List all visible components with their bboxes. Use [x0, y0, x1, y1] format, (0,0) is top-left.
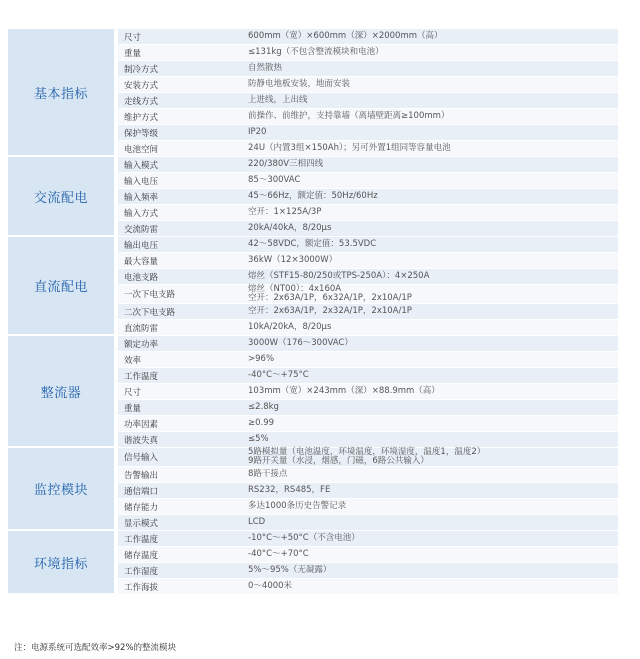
spec-label: 尺寸 [118, 384, 242, 400]
section-title: 直流配电 [8, 237, 114, 336]
spec-value [242, 205, 618, 221]
table-row [8, 336, 618, 352]
spec-value-line: 空开：1×125A/3P [248, 207, 322, 217]
spec-value [242, 336, 618, 352]
spec-value [242, 93, 618, 109]
spec-value [242, 29, 618, 45]
spec-value [242, 253, 618, 269]
spec-value [242, 320, 618, 336]
spec-value [242, 499, 618, 515]
spec-value-line: 36kW（12×3000W） [248, 255, 338, 265]
spec-label: 交流防雷 [118, 221, 242, 237]
spec-value-line: 熔丝（NT00）：4x160A [248, 284, 342, 294]
spec-label: 安装方式 [118, 77, 242, 93]
spec-value [242, 467, 618, 483]
spec-value [242, 157, 618, 173]
spec-value-line: ≤5% [248, 434, 269, 444]
spec-label: 工作温度 [118, 368, 242, 384]
spec-label: 最大容量 [118, 253, 242, 269]
table-row [8, 237, 618, 253]
section-title: 基本指标 [8, 29, 114, 157]
spec-value-line: 20kA/40kA，8/20μs [248, 223, 332, 233]
spec-value-line: 多达1000条历史告警记录 [248, 501, 347, 511]
spec-value-line: >96% [248, 354, 275, 364]
spec-label: 输入频率 [118, 189, 242, 205]
spec-value-line: 空开：2x63A/1P，2x32A/1P，2x10A/1P [248, 306, 412, 316]
spec-value-line: 600mm（宽）×600mm（深）×2000mm（高） [248, 31, 443, 41]
spec-label: 工作湿度 [118, 563, 242, 579]
spec-value-line: 上进线，上出线 [248, 95, 308, 105]
table-row [8, 448, 618, 467]
spec-value-line: 3000W（176～300VAC） [248, 338, 353, 348]
table-row [8, 29, 618, 45]
spec-label: 重量 [118, 45, 242, 61]
spec-value-line: ≤2.8kg [248, 402, 279, 412]
spec-value [242, 352, 618, 368]
spec-label: 通信端口 [118, 483, 242, 499]
section-title: 整流器 [8, 336, 114, 448]
spec-label: 一次下电支路 [118, 285, 242, 304]
spec-label: 电池空间 [118, 141, 242, 157]
spec-value-line: LCD [248, 517, 266, 527]
spec-value-line: 前操作、前维护，支持靠墙（离墙壁距离≥100mm） [248, 111, 450, 121]
spec-value [242, 368, 618, 384]
spec-value-line: 防静电地板安装，地面安装 [248, 79, 351, 89]
spec-value [242, 221, 618, 237]
spec-label: 输入方式 [118, 205, 242, 221]
spec-value [242, 61, 618, 77]
spec-value [242, 141, 618, 157]
spec-label: 电池支路 [118, 269, 242, 285]
spec-label: 输入模式 [118, 157, 242, 173]
section-title: 交流配电 [8, 157, 114, 237]
spec-label: 直流防雷 [118, 320, 242, 336]
spec-value [242, 269, 618, 285]
spec-label: 储存能力 [118, 499, 242, 515]
spec-value-line: -10°C～+50°C（不含电池） [248, 533, 360, 543]
spec-label: 制冷方式 [118, 61, 242, 77]
spec-value [242, 579, 618, 595]
spec-value-line: -40°C～+70°C [248, 549, 309, 559]
spec-label: 重量 [118, 400, 242, 416]
spec-value [242, 448, 618, 467]
spec-value-line: 10kA/20kA，8/20μs [248, 322, 332, 332]
spec-value-line: 5%～95%（无凝露） [248, 565, 332, 575]
spec-label: 走线方式 [118, 93, 242, 109]
table-row [8, 531, 618, 547]
spec-value-line: 220/380V三相四线 [248, 159, 324, 169]
spec-value [242, 432, 618, 448]
spec-table [8, 29, 618, 595]
spec-label: 告警输出 [118, 467, 242, 483]
spec-value-line: 自然散热 [248, 63, 283, 73]
spec-value-line: 103mm（宽）×243mm（深）×88.9mm（高） [248, 386, 440, 396]
spec-table-body [8, 29, 618, 595]
spec-value [242, 531, 618, 547]
spec-value [242, 547, 618, 563]
spec-value [242, 515, 618, 531]
spec-value [242, 45, 618, 61]
spec-label: 工作海拔 [118, 579, 242, 595]
spec-value-line: IP20 [248, 127, 267, 137]
spec-value [242, 189, 618, 205]
spec-value [242, 400, 618, 416]
spec-value [242, 483, 618, 499]
footnote: 注：电源系统可选配效率>92%的整流模块 [14, 643, 177, 653]
spec-value-line: 空开：2x63A/1P，6x32A/1P，2x10A/1P [248, 293, 412, 303]
spec-value [242, 77, 618, 93]
spec-value-line: 8路干接点 [248, 469, 288, 479]
spec-label: 效率 [118, 352, 242, 368]
spec-label: 信号输入 [118, 448, 242, 467]
spec-label: 工作温度 [118, 531, 242, 547]
spec-label: 储存温度 [118, 547, 242, 563]
spec-value-line: 熔丝（STF15-80/250或TPS-250A）：4×250A [248, 271, 430, 281]
spec-label: 谐波失真 [118, 432, 242, 448]
section-title: 监控模块 [8, 448, 114, 531]
spec-label: 保护等级 [118, 125, 242, 141]
spec-label: 维护方式 [118, 109, 242, 125]
spec-value [242, 109, 618, 125]
spec-label: 额定功率 [118, 336, 242, 352]
spec-value-line: 42～58VDC，额定值：53.5VDC [248, 239, 377, 249]
spec-label: 功率因素 [118, 416, 242, 432]
spec-value-line: 0～4000米 [248, 581, 293, 591]
spec-value [242, 285, 618, 304]
spec-label: 显示模式 [118, 515, 242, 531]
spec-value-line: 85～300VAC [248, 175, 301, 185]
spec-value-line: 24U（内置3组×150Ah）；另可外置1组同等容量电池 [248, 143, 451, 153]
spec-value-line: 45～66Hz，额定值：50Hz/60Hz [248, 191, 378, 201]
spec-value-line: ≤131kg（不包含整流模块和电池） [248, 47, 384, 57]
spec-value [242, 304, 618, 320]
spec-label: 二次下电支路 [118, 304, 242, 320]
spec-label: 尺寸 [118, 29, 242, 45]
spec-value-line: -40°C～+75°C [248, 370, 309, 380]
spec-value [242, 563, 618, 579]
spec-value [242, 173, 618, 189]
table-row [8, 157, 618, 173]
section-title: 环境指标 [8, 531, 114, 595]
spec-value-line: 9路开关量（水浸，烟感，门磁，6路公共输入） [248, 456, 429, 466]
spec-value [242, 416, 618, 432]
spec-value [242, 237, 618, 253]
spec-value [242, 384, 618, 400]
spec-value [242, 125, 618, 141]
spec-label: 输出电压 [118, 237, 242, 253]
spec-value-line: 5路模拟量（电池温度，环境温度，环境湿度，温度1，温度2） [248, 447, 486, 457]
spec-label: 输入电压 [118, 173, 242, 189]
spec-value-line: RS232，RS485，FE [248, 485, 331, 495]
spec-value-line: ≥0.99 [248, 418, 275, 428]
